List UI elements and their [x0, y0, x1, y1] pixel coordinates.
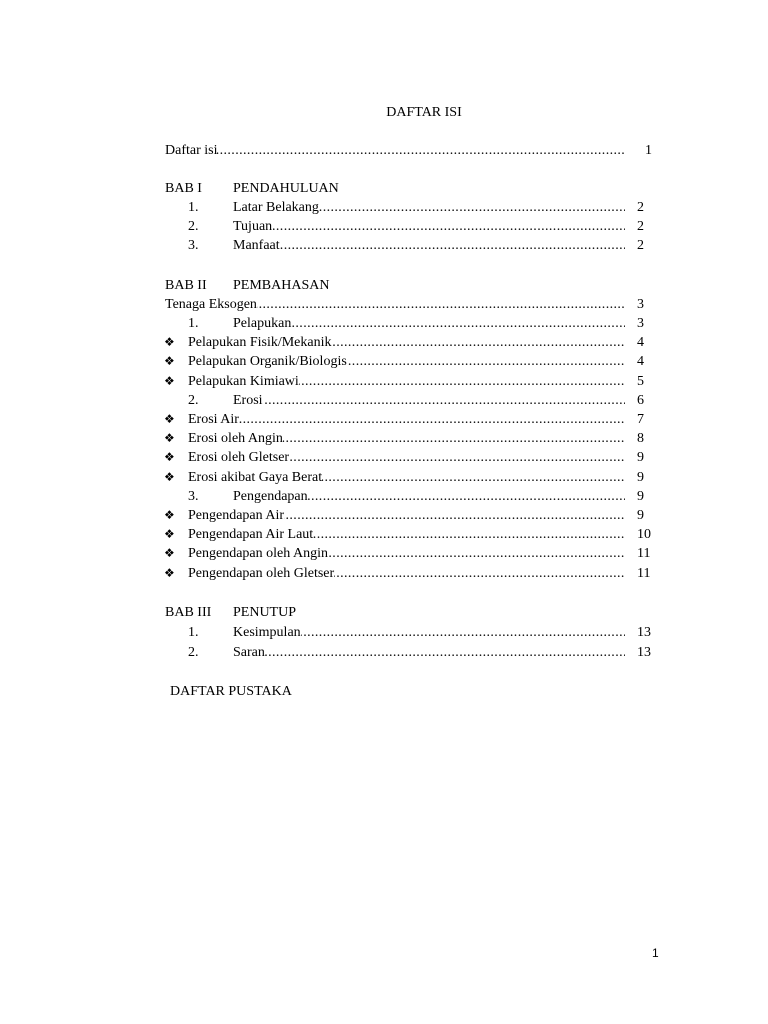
toc-page-number: 10: [637, 527, 651, 543]
toc-page-number: 2: [637, 238, 644, 253]
toc-row: [165, 525, 659, 544]
toc-label: Pelapukan Fisik/Mekanik: [188, 335, 332, 351]
chapter-number: BAB III: [165, 605, 212, 620]
bullet-icon: ❖: [164, 527, 175, 542]
chapter-number: BAB II: [165, 278, 207, 293]
toc-page-number: 9: [637, 488, 644, 504]
toc-item-number: 2.: [188, 645, 199, 660]
toc-item-number: 1.: [188, 625, 199, 640]
bibliography-heading: DAFTAR PUSTAKA: [170, 684, 292, 699]
toc-label: Pelapukan Kimiawi: [188, 373, 299, 389]
toc-row-tenaga-eksogen: [165, 295, 659, 314]
toc-page-number: 8: [637, 431, 644, 447]
toc-page-number: 2: [637, 200, 644, 215]
toc-label: Tujuan: [233, 219, 273, 234]
toc-row: [165, 410, 659, 429]
toc-row: [165, 314, 659, 333]
toc-label: Pelapukan: [233, 316, 292, 331]
toc-page-number: 5: [637, 373, 644, 389]
toc-page-number: 13: [637, 625, 651, 640]
bullet-icon: ❖: [164, 373, 175, 388]
toc-page-number: 3: [637, 316, 644, 331]
toc-item-number: 1.: [188, 200, 199, 215]
bullet-icon: ❖: [164, 412, 175, 426]
toc-label: Erosi oleh Angin: [188, 431, 283, 447]
toc-page-number: 7: [637, 412, 644, 427]
toc-item-number: 2.: [188, 392, 199, 408]
page-title: DAFTAR ISI: [386, 105, 462, 120]
bullet-icon: ❖: [164, 565, 175, 580]
toc-row: [165, 217, 659, 236]
toc-label: Pengendapan Air Laut: [188, 527, 314, 543]
toc-label: Daftar isi: [165, 143, 218, 158]
toc-item-number: 2.: [188, 219, 199, 234]
chapter-title: PEMBAHASAN: [233, 278, 330, 293]
toc-page-number: 9: [637, 508, 644, 523]
toc-page-number: 3: [637, 297, 644, 312]
toc-row-daftar-isi: [165, 141, 659, 160]
toc-label: Manfaat: [233, 238, 280, 253]
bullet-icon: ❖: [164, 431, 175, 446]
toc-row: [165, 643, 659, 662]
toc-row: [165, 506, 659, 525]
toc-label: Kesimpulan: [233, 625, 301, 640]
toc-row: [165, 352, 659, 371]
bullet-icon: ❖: [164, 469, 175, 484]
toc-row: [165, 468, 659, 487]
toc-label: Saran: [233, 645, 265, 660]
chapter-number: BAB I: [165, 181, 202, 196]
toc-row: [165, 429, 659, 448]
chapter-title: PENUTUP: [233, 605, 297, 620]
bullet-icon: ❖: [164, 546, 175, 561]
toc-page-number: 2: [637, 219, 644, 234]
toc-row: [165, 544, 659, 563]
toc-item-number: 1.: [188, 316, 199, 331]
toc-label: Pengendapan: [233, 488, 308, 504]
toc-label: Pengendapan oleh Angin: [188, 546, 328, 562]
toc-label: Tenaga Eksogen: [165, 297, 257, 312]
toc-page-number: 6: [637, 392, 644, 408]
bullet-icon: ❖: [164, 335, 175, 350]
toc-label: Pengendapan Air: [188, 508, 285, 523]
toc-item-number: 3.: [188, 488, 199, 504]
footer-page-number: 1: [652, 946, 659, 960]
toc-page-number: 9: [637, 450, 644, 466]
toc-page-number: 4: [637, 354, 644, 370]
toc-row: [165, 198, 659, 217]
bullet-icon: ❖: [164, 450, 175, 465]
toc-page-number: 4: [637, 335, 644, 351]
bullet-icon: ❖: [164, 354, 175, 369]
toc-page-number: 9: [637, 469, 644, 485]
toc-label: Pengendapan oleh Gletser: [188, 565, 335, 581]
toc-row: [165, 391, 659, 410]
toc-row: [165, 487, 659, 506]
toc-page-number: 11: [637, 565, 651, 581]
toc-label: Erosi: [233, 392, 263, 408]
toc-label: Erosi oleh Gletser: [188, 450, 290, 466]
toc-row: [165, 236, 659, 255]
toc-row: [165, 448, 659, 467]
toc-row: [165, 333, 659, 352]
toc-item-number: 3.: [188, 238, 199, 253]
toc-page-number: 1: [645, 143, 652, 158]
toc-row: [165, 372, 659, 391]
toc-row: [165, 564, 659, 583]
chapter-title: PENDAHULUAN: [233, 181, 339, 196]
toc-row: [165, 623, 659, 642]
toc-label: Erosi akibat Gaya Berat: [188, 469, 323, 485]
toc-page-number: 13: [637, 645, 651, 660]
toc-page-number: 11: [637, 546, 651, 562]
toc-label: Erosi Air: [188, 412, 239, 427]
bullet-icon: ❖: [164, 508, 175, 522]
toc-label: Latar Belakang: [233, 200, 319, 215]
toc-label: Pelapukan Organik/Biologis: [188, 354, 347, 370]
